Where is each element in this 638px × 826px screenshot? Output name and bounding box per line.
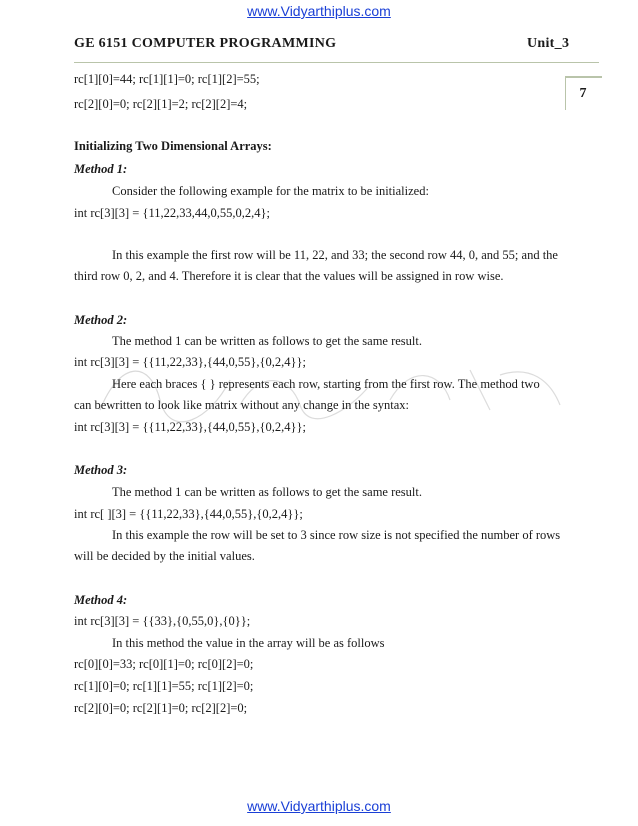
code-line: rc[2][0]=0; rc[2][1]=0; rc[2][2]=0; [74,701,248,715]
header-link[interactable]: www.Vidyarthiplus.com [247,3,391,19]
page-number: 7 [579,86,587,101]
text-line: Consider the following example for the matrix to be initialized: [112,184,429,198]
text-line: The method 1 can be written as follows to get the same result. [112,334,422,348]
unit-label: Unit_3 [527,36,570,51]
method-heading: Method 3: [74,463,128,477]
code-line: int rc[3][3] = {{11,22,33},{44,0,55},{0,2,4}}; [74,420,306,434]
method-heading: Method 1: [74,162,128,176]
code-line: rc[0][0]=33; rc[0][1]=0; rc[0][2]=0; [74,657,254,671]
method-heading: Method 4: [74,593,128,607]
method-heading: Method 2: [74,313,128,327]
code-line: int rc[3][3] = {{33},{0,55,0},{0}}; [74,614,251,628]
text-line: can bewritten to look like matrix without any change in the syntax: [74,398,409,412]
section-heading: Initializing Two Dimensional Arrays: [74,139,272,153]
code-line: int rc[ ][3] = {{11,22,33},{44,0,55},{0,2,4}}; [74,507,303,521]
text-line: will be decided by the initial values. [74,549,255,563]
text-line: The method 1 can be written as follows to get the same result. [112,485,422,499]
text-line: rc[1][0]=44; rc[1][1]=0; rc[1][2]=55; [74,72,260,86]
course-title: GE 6151 COMPUTER PROGRAMMING [74,36,337,51]
footer-link[interactable]: www.Vidyarthiplus.com [247,798,391,814]
text-line: third row 0, 2, and 4. Therefore it is clear that the values will be assigned in row wise. [74,269,504,283]
text-line: Here each braces { } represents each row, starting from the first row. The method two [112,377,540,391]
text-line: In this example the first row will be 11, 22, and 33; the second row 44, 0, and 55; and the [112,248,558,262]
header-rule [74,62,599,63]
text-line: In this method the value in the array will be as follows [112,636,385,650]
code-line: int rc[3][3] = {11,22,33,44,0,55,0,2,4}; [74,206,270,220]
code-line: int rc[3][3] = {{11,22,33},{44,0,55},{0,2,4}}; [74,355,306,369]
code-line: rc[1][0]=0; rc[1][1]=55; rc[1][2]=0; [74,679,254,693]
text-line: In this example the row will be set to 3 since row size is not specified the number of rows [112,528,561,542]
text-line: rc[2][0]=0; rc[2][1]=2; rc[2][2]=4; [74,97,248,111]
